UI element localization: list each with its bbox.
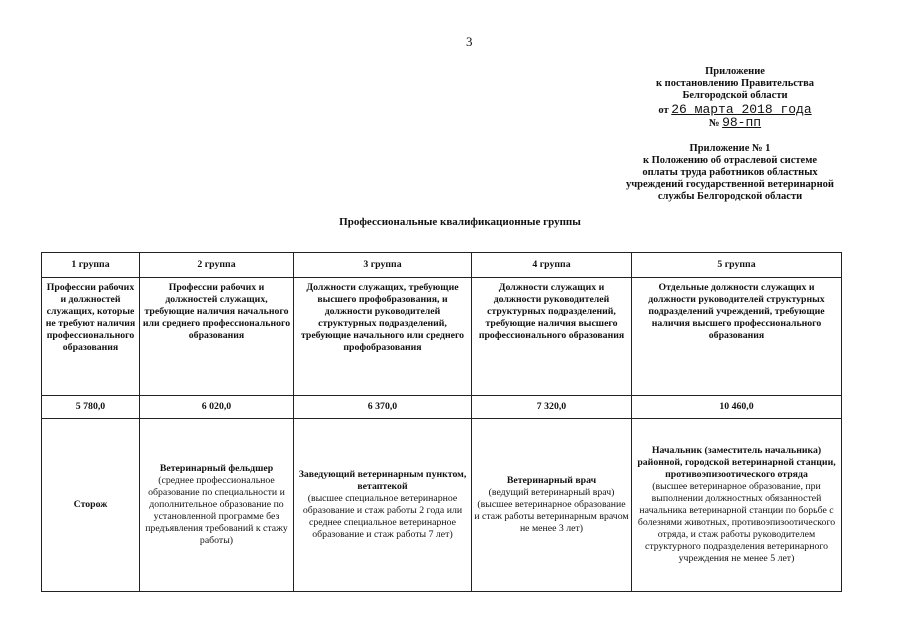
appendix-main-line3: Белгородской области bbox=[682, 90, 788, 101]
position-title: Ветеринарный фельдшер bbox=[159, 463, 274, 474]
appendix-sub-block bbox=[580, 143, 880, 203]
appendix-main-line1: Приложение bbox=[705, 66, 765, 77]
group-position-cell bbox=[294, 419, 472, 592]
group-description: Профессии рабочих и должностей служащих, требующие наличия начального или среднего профессионального образования bbox=[140, 278, 294, 396]
position-requirements: (ведущий ветеринарный врач) (высшее ветеринарное образование и стаж работы ветеринарным врачом не менее 3 лет) bbox=[474, 487, 629, 534]
group-salary: 7 320,0 bbox=[472, 396, 632, 419]
group-header: 2 группа bbox=[140, 253, 294, 278]
group-header: 4 группа bbox=[472, 253, 632, 278]
appendix-main-block bbox=[600, 66, 870, 130]
group-description: Должности служащих и должности руководителей структурных подразделений, требующие наличия высшего профессионального образования bbox=[472, 278, 632, 396]
group-position-cell bbox=[472, 419, 632, 592]
position-title: Заведующий ветеринарным пунктом, ветаптекой bbox=[298, 469, 467, 492]
table-salary-row bbox=[42, 396, 842, 419]
appendix-sub-line1: Приложение № 1 bbox=[689, 143, 771, 154]
group-header: 5 группа bbox=[632, 253, 842, 278]
group-salary: 6 020,0 bbox=[140, 396, 294, 419]
table-title: Профессиональные квалификационные группы bbox=[339, 216, 581, 228]
position-requirements: (высшее специальное ветеринарное образование и стаж работы 2 года или среднее специальное ветеринарное образование и стаж работы 7 лет) bbox=[302, 493, 463, 540]
date-value: 26 марта 2018 года bbox=[671, 102, 812, 117]
table-positions-row bbox=[42, 419, 842, 592]
group-header: 3 группа bbox=[294, 253, 472, 278]
group-header: 1 группа bbox=[42, 253, 140, 278]
group-salary: 6 370,0 bbox=[294, 396, 472, 419]
group-description: Профессии рабочих и должностей служащих, которые не требуют наличия профессионального образования bbox=[42, 278, 140, 396]
group-description: Отдельные должности служащих и должности руководителей структурных подразделений учреждений, требующие наличия высшего профессионального образования bbox=[632, 278, 842, 396]
qualification-groups-table bbox=[41, 252, 842, 592]
position-requirements: (высшее ветеринарное образование, при выполнении должностных обязанностей начальника ветеринарной станции по борьбе с болезнями животных, противоэпизоотического отряда, и стаж работы руководителем структурного подразделения ветеринарного учреждения не менее 5 лет) bbox=[637, 481, 836, 564]
appendix-sub-line4: учреждений государственной ветеринарной bbox=[625, 179, 834, 190]
group-position-cell bbox=[632, 419, 842, 592]
appendix-main-line2: к постановлению Правительства bbox=[655, 78, 815, 89]
position-title: Начальник (заместитель начальника) районной, городской ветеринарной станции, противоэпизоотического отряда bbox=[637, 445, 836, 480]
appendix-sub-line3: оплаты труда работников областных bbox=[642, 167, 818, 178]
table-description-row bbox=[42, 278, 842, 396]
position-title: Сторож bbox=[73, 499, 108, 510]
group-position-cell bbox=[42, 419, 140, 592]
date-prefix: от bbox=[658, 105, 669, 116]
group-description: Должности служащих, требующие высшего профобразования, и должности руководителей структурных подразделений, требующие начального или среднего профобразования bbox=[294, 278, 472, 396]
position-title: Ветеринарный врач bbox=[506, 475, 597, 486]
appendix-sub-line5: службы Белгородской области bbox=[657, 191, 803, 202]
group-salary: 10 460,0 bbox=[632, 396, 842, 419]
group-position-cell bbox=[140, 419, 294, 592]
table-header-row bbox=[42, 253, 842, 278]
number-prefix: № bbox=[708, 118, 720, 129]
page-number: 3 bbox=[466, 34, 473, 49]
appendix-sub-line2: к Положению об отраслевой системе bbox=[642, 155, 818, 166]
number-value: 98-пп bbox=[722, 115, 762, 130]
group-salary: 5 780,0 bbox=[42, 396, 140, 419]
position-requirements: (среднее профессиональное образование по специальности и дополнительное образование по установленной программе без предъявления требований к стажу работы) bbox=[145, 475, 288, 546]
appendix-main-number-row bbox=[600, 117, 870, 130]
